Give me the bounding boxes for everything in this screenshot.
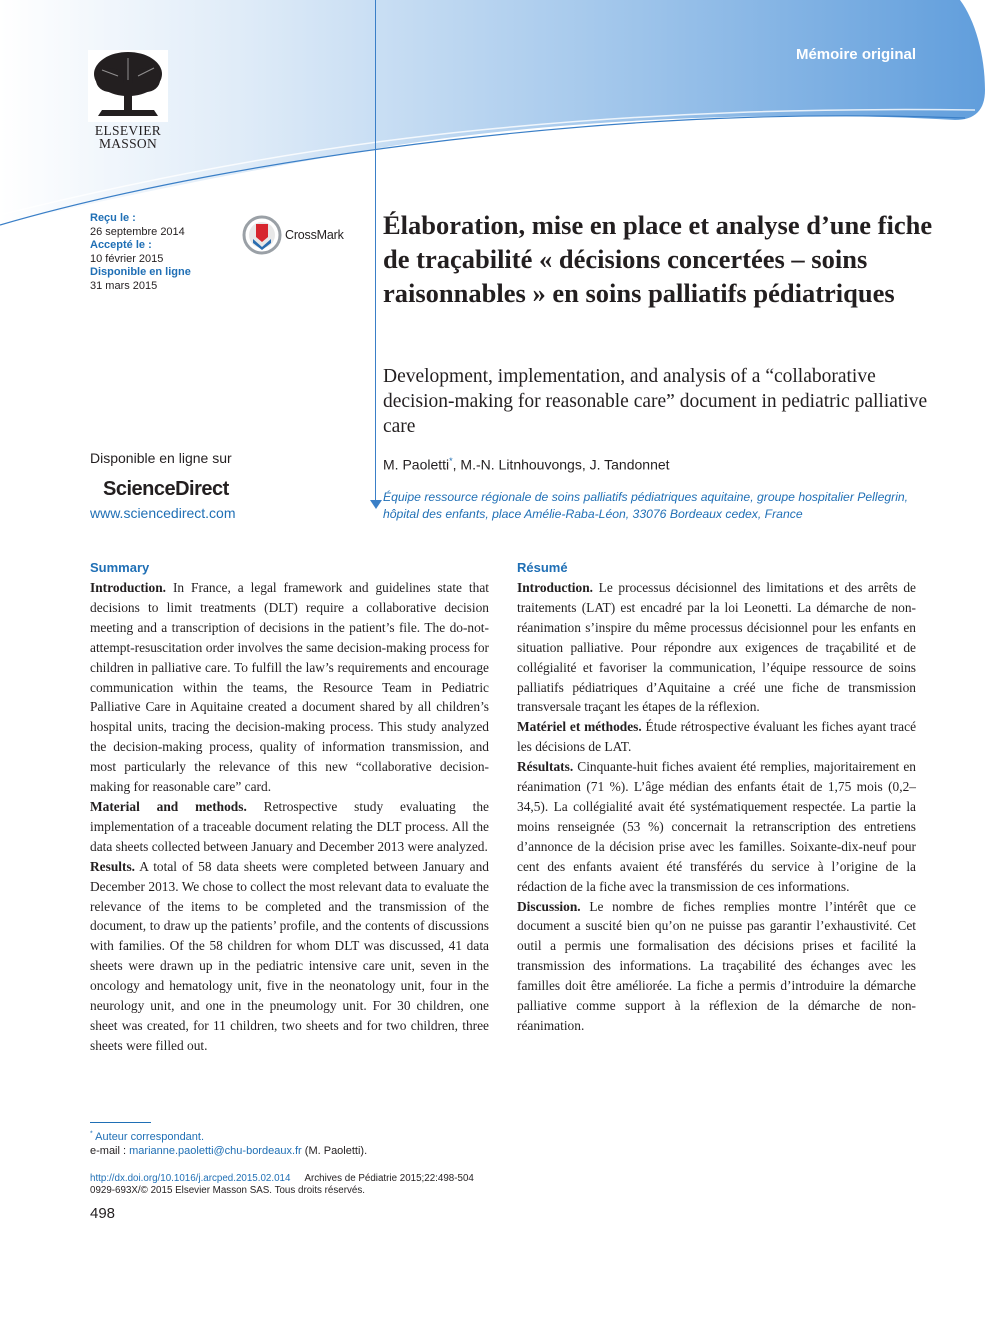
article-title-en: Development, implementation, and analysis of a “collaborative decision-making for reasonable care” document in pediatric palliative care — [383, 366, 928, 437]
corresponding-author-note — [90, 1127, 367, 1144]
doi-line — [90, 1173, 474, 1185]
resume-paragraph — [517, 717, 916, 757]
corresponding-label: Auteur correspondant. — [92, 1130, 205, 1143]
article-title-fr: Élaboration, mise en place et analyse d’une fiche de traçabilité « décisions concertées – soins raisonnables » en soins palliatifs pédiatriques — [383, 210, 933, 308]
sciencedirect-link[interactable]: www.sciencedirect.com — [90, 505, 236, 521]
received-date: 26 septembre 2014 — [90, 225, 185, 238]
author-first: M. Paoletti — [383, 456, 450, 473]
divider-arrow — [370, 500, 382, 509]
copyright: 0929-693X/© 2015 Elsevier Masson SAS. Tous droits réservés. — [90, 1185, 365, 1196]
accepted-label: Accepté le : — [90, 239, 152, 251]
email-suffix: (M. Paoletti). — [301, 1145, 368, 1158]
paragraph-text: In France, a legal framework and guidelines state that decisions to limit treatments (DLT) require a collaborative decision meeting and a transcription of decisions in the patient’s file. The do-not-attempt-resuscitation order involves the same decision-making process for children in palliative care. To fulfill the law’s requirements and encourage communication within the teams, the Resource Team in Pediatric Palliative Care in Aquitaine created a document shared by all children’s hospital units, tracing the decision-making process. This study analyzed the decision-making process, quality of information transmission, and most particularly the relevance of this new “collaborative decision-making for reasonable care” card. — [90, 580, 489, 795]
paragraph-label: Discussion. — [517, 898, 581, 914]
resume-column — [517, 558, 916, 1036]
resume-heading: Résumé — [517, 560, 568, 575]
email-link[interactable]: marianne.paoletti@chu-bordeaux.fr — [129, 1145, 302, 1158]
email-line — [90, 1144, 367, 1159]
article-dates — [90, 212, 191, 293]
divider-line — [375, 0, 376, 500]
footnote-mark: * — [90, 1130, 93, 1137]
article-type-badge: Mémoire original — [795, 46, 916, 63]
paragraph-label: Résultats. — [517, 759, 574, 775]
resume-paragraph — [517, 578, 916, 717]
publisher-logo — [88, 50, 168, 150]
crossmark-icon — [242, 215, 282, 255]
journal-citation: Archives de Pédiatrie 2015;22:498-504 — [304, 1173, 474, 1184]
online-label: Disponible en ligne — [90, 266, 191, 278]
corresponding-mark[interactable]: * — [449, 456, 453, 466]
paragraph-label: Matériel et méthodes. — [517, 719, 642, 735]
availability-label: Disponible en ligne sur — [90, 450, 232, 466]
resume-paragraph — [517, 757, 916, 896]
email-label: e-mail : — [90, 1145, 130, 1158]
summary-heading: Summary — [90, 560, 150, 575]
crossmark-label: CrossMark — [285, 228, 344, 242]
paragraph-text: Le processus décisionnel des limitations et des arrêts de traitements (LAT) est encadré par la loi Leonetti. La démarche de non-réanimation s’inspire du même processus décisionnel pour les enfants en situation palliative. Pour répondre aux exigences de traçabilité et de collégialité et favoriser la communication, l’équipe ressource de soins palliatifs pédiatriques d’Aquitaine a créé une fiche de transmission transversale traçant les étapes de la réflexion. — [517, 580, 916, 715]
received-label: Reçu le : — [90, 212, 136, 224]
summary-paragraph — [90, 797, 489, 857]
paragraph-text: Cinquante-huit fiches avaient été remplies, majoritairement en réanimation (71 %). L’âge médian des enfants était de 1,75 mois (0,2–34,5). La collégialité avait été systématiquement respectée. La partie la moins renseignée (53 %) concernait la retranscription des entretiens d’annonce de la décision prise avec les familles. Soixante-dix-neuf pour cent des enfants avaient été transférés du service à l’origine de la rédaction de la fiche avec la transmission de ces informations. — [517, 759, 916, 894]
paragraph-text: A total of 58 data sheets were completed between January and December 2013. We chose to collect the most relevant data to evaluate the relevance of the items to be completed and the transmission of the document, to draw up the patients’ profile, and the contents of discussions with families. Of the 58 children for whom DLT was discussed, 41 data sheets were drawn up in the pediatric intensive care unit, seven in the oncology and hematology unit, five in the neonatology unit, four in the neurology unit, and one in the pneumology unit. For 30 children, one sheet was created, for 11 children, two sheets and for two children, three sheets were filled out. — [90, 858, 489, 1053]
paragraph-label: Introduction. — [517, 580, 594, 595]
summary-column — [90, 558, 489, 1056]
author-list — [383, 456, 670, 473]
paragraph-label: Material and methods. — [90, 798, 247, 814]
footnote-rule — [90, 1122, 151, 1123]
accepted-date: 10 février 2015 — [90, 252, 164, 265]
footnote — [90, 1127, 367, 1159]
summary-paragraph — [90, 857, 489, 1056]
sciencedirect-logo[interactable]: ScienceDirect — [103, 478, 229, 500]
author-rest: , M.-N. Litnhouvongs, J. Tandonnet — [452, 456, 670, 473]
elsevier-tree-icon — [88, 50, 168, 122]
affiliation: Équipe ressource régionale de soins palliatifs pédiatriques aquitaine, groupe hospitalier Pellegrin, hôpital des enfants, place Amélie-Raba-Léon, 33076 Bordeaux cedex, France — [383, 490, 909, 521]
paragraph-text: Étude rétrospective évaluant les fiches ayant tracé les décisions de LAT. — [517, 719, 917, 755]
resume-paragraph — [517, 897, 916, 1036]
doi-link[interactable]: http://dx.doi.org/10.1016/j.arcped.2015.02.014 — [90, 1173, 291, 1184]
page-number: 498 — [90, 1205, 116, 1222]
paragraph-label: Results. — [90, 858, 136, 874]
paragraph-text: Retrospective study evaluating the implementation of a traceable document relating the DLT process. All the data sheets collected between January and December 2013 were analyzed. — [90, 798, 489, 854]
paragraph-text: Le nombre de fiches remplies montre l’intérêt que ce document a suscité bien qu’on ne puisse pas garantir l’exhaustivité. Cet outil a permis une formalisation des décisions prises et facilité la transmission des informations. La traçabilité des échanges avec les familles doit être améliorée. La fiche a permis d’introduire la démarche palliative comme support à la réflexion de la démarche de non-réanimation. — [517, 898, 916, 1033]
crossmark-badge[interactable] — [242, 215, 344, 255]
publisher-name: ELSEVIER MASSON — [94, 123, 162, 151]
paragraph-label: Introduction. — [90, 580, 167, 595]
online-date: 31 mars 2015 — [90, 279, 158, 292]
summary-paragraph — [90, 578, 489, 797]
